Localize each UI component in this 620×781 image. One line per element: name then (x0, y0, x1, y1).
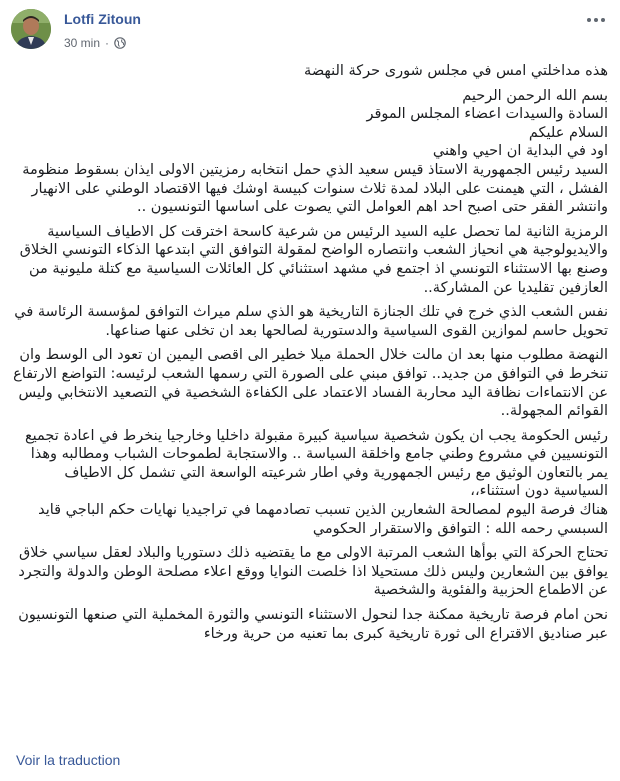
post-paragraph: السلام عليكم (528, 124, 608, 141)
post-paragraph: تحتاج الحركة التي بوأها الشعب المرتبة الاولى مع ما يقتضيه ذلك دستوريا والبلاد لعقل سياسي خلاق يوافق بين الشعارين وليس ذلك مستحيلا اذا خلصت النوايا ووقع اعلاء مصلحة الوطن والدولة والتجرد عن الاطماع الحزبية والفئوية والشخصية (18, 545, 608, 599)
post-paragraph: هناك فرصة اليوم لمصالحة الشعارين الذين تسبب تصادمهما في تراجيديا نهايات حكم الباجي قايد السبسي رحمه الله : التوافق والاستقرار الحكومي (38, 502, 608, 537)
post-paragraph: هذه مداخلتي امس في مجلس شورى حركة النهضة (304, 63, 608, 79)
post-paragraph: نحن امام فرصة تاريخية ممكنة جدا لنحول الاستثناء التونسي والثورة المخملية التي صنعها التونسيون عبر صناديق الاقتراع الى ثورة تاريخية كبرى بما تعنيه من حرية ورخاء (18, 607, 608, 642)
post-body (12, 62, 608, 649)
see-translation-link[interactable]: Voir la traduction (16, 752, 121, 768)
avatar[interactable] (11, 9, 51, 49)
post-header (0, 0, 620, 60)
meta-separator: · (105, 36, 110, 50)
post-meta (64, 36, 126, 50)
post-paragraph: النهضة مطلوب منها بعد ان مالت خلال الحملة ميلا خطير الى اقصى اليمين ان تعود الى الوسط وان تنخرط في التوافق من جديد.. توافق مبني على الصورة التي رسمها الشعب لرئيسه: التواضع الارتفاع عن الانتماءات نظافة اليد محاربة الفساد الاعتماد على الكفاءة الشخصية في التصعيد الانتخابي وليس القوائم المجهولة.. (13, 347, 608, 420)
post-paragraph: رئيس الحكومة يجب ان يكون شخصية سياسية كبيرة مقبولة داخليا وخارجيا ينخرط في اعادة تجميع التونسيين في مشروع وطني جامع واخلقة السياسة .. والاستجابة لطموحات الشباب ومطالبه وهذا يمر بالتعاون الوثيق مع رئيس الجمهورية وفي اطار شرعيته الواسعة التي تشمل كل الاطياف السياسية دون استثناء،، (24, 427, 608, 500)
post-paragraph: نفس الشعب الذي خرج في تلك الجنازة التاريخية هو الذي سلم ميراث التوافق لمؤسسة الرئاسة في تحويل حاسم لموازين القوى السياسية والدستورية لصالحها بعد ان تخلى عنها صناعها. (14, 304, 608, 339)
post-paragraph: اود في البداية ان احيي واهني (432, 143, 608, 160)
post-paragraph: الرمزية الثانية لما تحصل عليه السيد الرئيس من شرعية كاسحة اخترقت كل الاطياف السياسية والايديولوجية هي انحياز الشعب وانتصاره الواضح لمقولة التوافق التي ابتدعها الذكاء التونسي الخلاق وصنع بها الاستثناء التونسي اذ اجتمع في مشهد استثنائي كل العائلات السياسية مع كتلة مليونية من العازفين تقليديا عن المشاركة.. (19, 223, 608, 296)
post-paragraph: السيد رئيس الجمهورية الاستاذ قيس سعيد الذي حمل انتخابه رمزيتين الاولى ايذان بسقوط منظومة الفشل ، التي هيمنت على البلاد لمدة ثلاث سنوات كبيسة اوشك فيها الاقتصاد الوطني على الانهيار وانتشر الفقر حتى اصبح احد اهم العوامل التي يصوت على اساسها التونسيون .. (22, 161, 608, 216)
post-paragraph: السادة والسيدات اعضاء المجلس الموقر (366, 106, 608, 123)
post-time[interactable]: 30 min (64, 36, 101, 50)
ellipsis-icon[interactable] (586, 13, 606, 33)
globe-icon[interactable] (114, 37, 126, 49)
author-name[interactable]: Lotfi Zitoun (64, 11, 141, 27)
post-paragraph: بسم الله الرحمن الرحيم (462, 87, 608, 104)
